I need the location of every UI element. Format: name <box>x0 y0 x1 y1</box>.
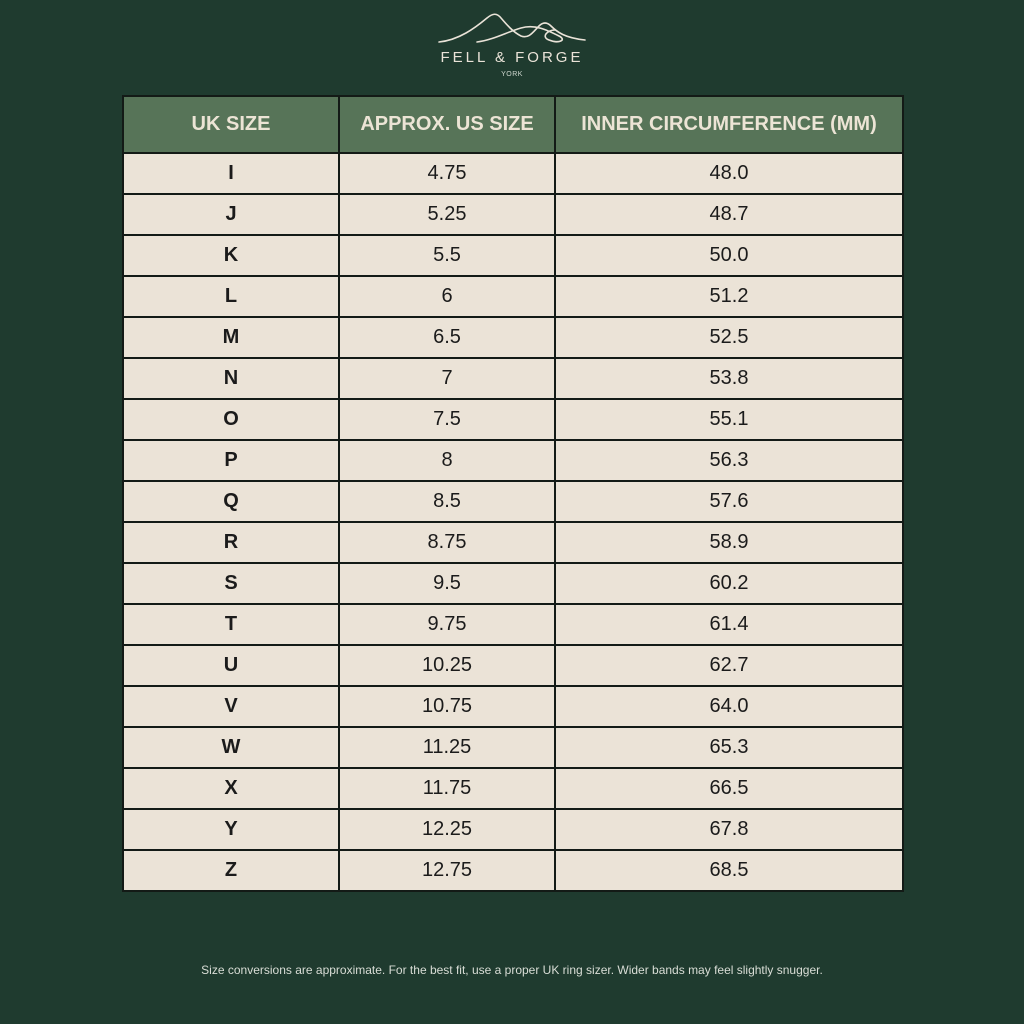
cell-circumference: 52.5 <box>555 317 903 358</box>
table-row <box>123 604 903 645</box>
table-row <box>123 153 903 194</box>
cell-uk-size: T <box>123 604 339 645</box>
cell-uk-size: Y <box>123 809 339 850</box>
mountain-wave-logo-icon <box>437 10 587 46</box>
cell-circumference: 65.3 <box>555 727 903 768</box>
column-header-circumference: INNER CIRCUMFERENCE (MM) <box>555 96 903 153</box>
column-header-uk-size: UK SIZE <box>123 96 339 153</box>
table-row <box>123 358 903 399</box>
column-header-us-size: APPROX. US SIZE <box>339 96 555 153</box>
cell-us-size: 8.75 <box>339 522 555 563</box>
cell-us-size: 11.75 <box>339 768 555 809</box>
cell-uk-size: O <box>123 399 339 440</box>
cell-circumference: 67.8 <box>555 809 903 850</box>
cell-uk-size: P <box>123 440 339 481</box>
cell-uk-size: J <box>123 194 339 235</box>
table-row <box>123 194 903 235</box>
table-row <box>123 727 903 768</box>
cell-us-size: 8.5 <box>339 481 555 522</box>
cell-circumference: 56.3 <box>555 440 903 481</box>
cell-us-size: 9.5 <box>339 563 555 604</box>
cell-us-size: 6 <box>339 276 555 317</box>
cell-us-size: 10.25 <box>339 645 555 686</box>
cell-circumference: 62.7 <box>555 645 903 686</box>
cell-uk-size: M <box>123 317 339 358</box>
cell-uk-size: W <box>123 727 339 768</box>
cell-uk-size: X <box>123 768 339 809</box>
cell-circumference: 61.4 <box>555 604 903 645</box>
cell-circumference: 55.1 <box>555 399 903 440</box>
cell-uk-size: L <box>123 276 339 317</box>
cell-us-size: 7.5 <box>339 399 555 440</box>
cell-uk-size: R <box>123 522 339 563</box>
cell-us-size: 12.75 <box>339 850 555 891</box>
cell-uk-size: N <box>123 358 339 399</box>
cell-circumference: 48.7 <box>555 194 903 235</box>
cell-uk-size: S <box>123 563 339 604</box>
table-header-row <box>123 96 903 153</box>
cell-uk-size: Z <box>123 850 339 891</box>
table-row <box>123 440 903 481</box>
cell-us-size: 10.75 <box>339 686 555 727</box>
cell-us-size: 5.25 <box>339 194 555 235</box>
cell-uk-size: Q <box>123 481 339 522</box>
cell-circumference: 66.5 <box>555 768 903 809</box>
table-row <box>123 317 903 358</box>
ring-size-table <box>122 95 904 892</box>
cell-us-size: 5.5 <box>339 235 555 276</box>
table-row <box>123 645 903 686</box>
cell-us-size: 6.5 <box>339 317 555 358</box>
cell-circumference: 53.8 <box>555 358 903 399</box>
cell-us-size: 8 <box>339 440 555 481</box>
table-body <box>123 153 903 891</box>
brand-header <box>0 10 1024 78</box>
table-row <box>123 481 903 522</box>
brand-location: YORK <box>501 71 523 78</box>
cell-us-size: 7 <box>339 358 555 399</box>
cell-us-size: 9.75 <box>339 604 555 645</box>
cell-uk-size: U <box>123 645 339 686</box>
cell-circumference: 58.9 <box>555 522 903 563</box>
table-row <box>123 768 903 809</box>
table-row <box>123 399 903 440</box>
table-row <box>123 522 903 563</box>
table-row <box>123 809 903 850</box>
cell-circumference: 51.2 <box>555 276 903 317</box>
cell-circumference: 50.0 <box>555 235 903 276</box>
cell-circumference: 64.0 <box>555 686 903 727</box>
cell-circumference: 48.0 <box>555 153 903 194</box>
cell-uk-size: V <box>123 686 339 727</box>
brand-name: FELL & FORGE <box>440 49 584 66</box>
table-row <box>123 276 903 317</box>
table-row <box>123 850 903 891</box>
cell-circumference: 68.5 <box>555 850 903 891</box>
cell-uk-size: K <box>123 235 339 276</box>
table-row <box>123 235 903 276</box>
cell-uk-size: I <box>123 153 339 194</box>
table-row <box>123 563 903 604</box>
cell-us-size: 4.75 <box>339 153 555 194</box>
cell-us-size: 11.25 <box>339 727 555 768</box>
cell-us-size: 12.25 <box>339 809 555 850</box>
cell-circumference: 57.6 <box>555 481 903 522</box>
table-row <box>123 686 903 727</box>
cell-circumference: 60.2 <box>555 563 903 604</box>
footnote: Size conversions are approximate. For the best fit, use a proper UK ring sizer. Wider bands may feel slightly snugger. <box>201 963 823 977</box>
